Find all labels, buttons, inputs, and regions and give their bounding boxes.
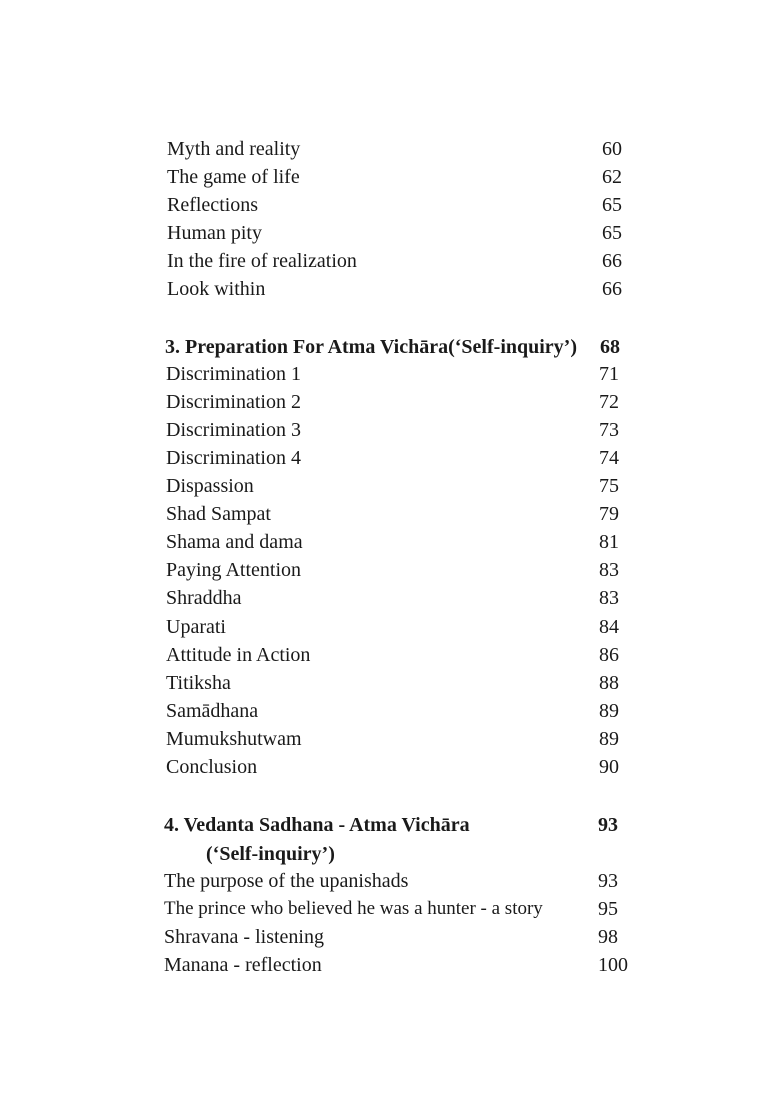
toc-entry [167,191,627,219]
entry-page: 90 [599,756,619,778]
entry-title: Discrimination 4 [166,447,301,469]
toc-entry [166,500,626,528]
entry-page: 83 [599,559,619,581]
toc-entry [167,135,627,163]
entry-page: 81 [599,531,619,553]
entry-title: The purpose of the upanishads [164,870,409,892]
toc-entry [166,360,626,388]
entry-page: 88 [599,672,619,694]
toc-entry [167,247,627,275]
toc-entry [166,556,626,584]
entry-title: Discrimination 1 [166,363,301,385]
entry-page: 79 [599,503,619,525]
entry-page: 66 [602,250,622,272]
entry-page: 60 [602,138,622,160]
toc-entry [164,895,629,923]
entry-page: 71 [599,363,619,385]
entry-title: The prince who believed he was a hunter - a story [164,898,543,919]
entry-title: Reflections [167,194,259,216]
entry-title: Titiksha [166,672,231,694]
toc-entry [164,867,629,895]
entry-title: Shama and dama [166,531,303,553]
entry-title: Uparati [166,616,226,638]
entry-page: 75 [599,475,619,497]
entry-title: In the fire of realization [167,250,357,272]
chapter-heading [165,333,625,361]
toc-entry [166,669,626,697]
chapter-title: 3. Preparation For Atma Vichāra(‘Self-inquiry’) [165,336,577,358]
entry-title: Human pity [167,222,262,244]
toc-entry [166,697,626,725]
chapter-page: 93 [598,814,618,836]
chapter-title-line2: (‘Self-inquiry’) [206,843,335,865]
entry-page: 84 [599,616,619,638]
toc-entry [164,951,629,979]
chapter-title: 4. Vedanta Sadhana - Atma Vichāra [164,814,470,836]
entry-page: 93 [598,870,618,892]
toc-entry [166,416,626,444]
entry-page: 86 [599,644,619,666]
entry-page: 65 [602,222,622,244]
entry-title: Attitude in Action [166,644,311,666]
entry-page: 65 [602,194,622,216]
entry-page: 73 [599,419,619,441]
entry-title: Shraddha [166,587,242,609]
toc-entry [166,388,626,416]
entry-page: 89 [599,700,619,722]
toc-entry [166,641,626,669]
entry-title: Discrimination 2 [166,391,301,413]
toc-entry [167,219,627,247]
entry-title: Look within [167,278,266,300]
entry-title: Manana - reflection [164,954,322,976]
entry-title: The game of life [167,166,300,188]
entry-page: 100 [598,954,628,976]
entry-page: 72 [599,391,619,413]
entry-page: 98 [598,926,618,948]
chapter-page: 68 [600,336,620,358]
toc-entry [166,584,626,612]
entry-title: Shad Sampat [166,503,271,525]
toc-entry [166,725,626,753]
entry-page: 95 [598,898,618,920]
entry-title: Mumukshutwam [166,728,302,750]
toc-entry [166,613,626,641]
toc-entry [166,444,626,472]
entry-title: Dispassion [166,475,254,497]
entry-page: 62 [602,166,622,188]
chapter-heading-continuation [206,840,506,868]
toc-entry [166,753,626,781]
entry-page: 66 [602,278,622,300]
toc-entry [167,163,627,191]
entry-title: Paying Attention [166,559,301,581]
toc-entry [166,528,626,556]
entry-title: Shravana - listening [164,926,324,948]
entry-title: Conclusion [166,756,258,778]
entry-title: Samādhana [166,700,259,722]
toc-entry [167,275,627,303]
entry-page: 83 [599,587,619,609]
toc-entry [166,472,626,500]
entry-title: Discrimination 3 [166,419,301,441]
entry-title: Myth and reality [167,138,301,160]
entry-page: 89 [599,728,619,750]
toc-entry [164,923,629,951]
chapter-heading [164,811,624,839]
entry-page: 74 [599,447,619,469]
